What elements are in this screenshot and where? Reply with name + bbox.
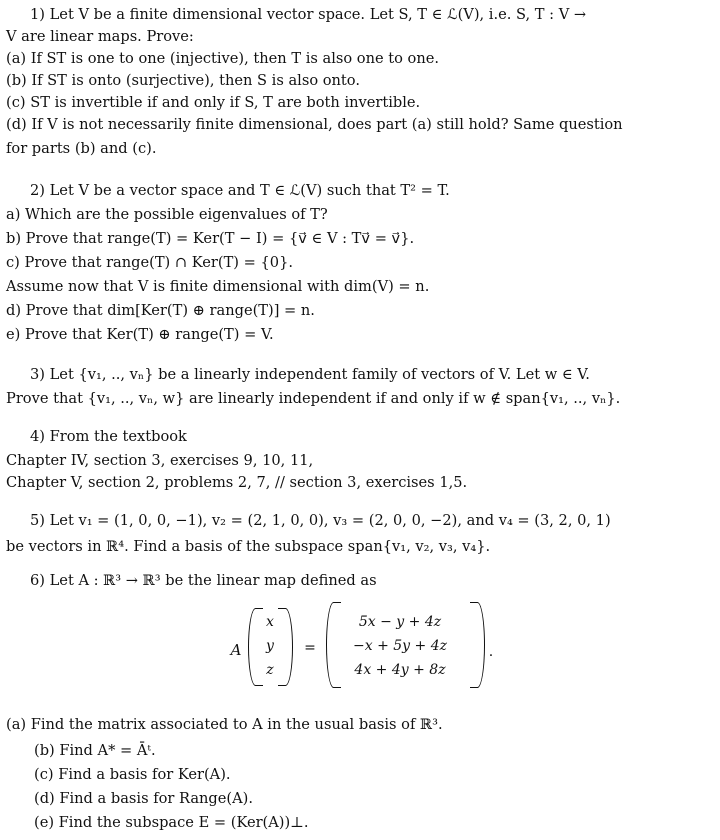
problem-2-line-1: 2) Let V be a vector space and T ∈ ℒ(V) such that T² = T. bbox=[30, 182, 450, 199]
problem-1-line-1: 1) Let V be a finite dimensional vector space. Let S, T ∈ ℒ(V), i.e. S, T : V → bbox=[30, 6, 587, 23]
problem-2-part-a: a) Which are the possible eigenvalues of T? bbox=[6, 206, 328, 223]
problem-1-part-c: (c) ST is invertible if and only if S, T are both invertible. bbox=[6, 94, 421, 111]
problem-1-part-d-line-2: for parts (b) and (c). bbox=[6, 140, 157, 157]
problem-2-part-b: b) Prove that range(T) = Ker(T − I) = {v⃗ ∈ V : Tv⃗ = v⃗}. bbox=[6, 230, 415, 247]
problem-1-part-d-line-1: (d) If V is not necessarily finite dimensional, does part (a) still hold? Same question bbox=[6, 116, 623, 133]
problem-6-part-b: (b) Find A* = Āᵗ. bbox=[34, 742, 156, 759]
problem-5-line-1: 5) Let v₁ = (1, 0, 0, −1), v₂ = (2, 1, 0, 0), v₃ = (2, 0, 0, −2), and v₄ = (3, 2, 0, 1) bbox=[30, 512, 611, 529]
left-paren-image bbox=[326, 602, 341, 688]
left-paren-vector bbox=[248, 608, 263, 686]
problem-4-line-3: Chapter V, section 2, problems 2, 7, // section 3, exercises 1,5. bbox=[6, 474, 468, 491]
problem-1-part-a: (a) If ST is one to one (injective), then T is also one to one. bbox=[6, 50, 439, 67]
problem-2-part-d: d) Prove that dim[Ker(T) ⊕ range(T)] = n. bbox=[6, 302, 315, 319]
image-entry-3: 4x + 4y + 8z bbox=[354, 662, 446, 678]
problem-3-line-1: 3) Let {v₁, .., vₙ} be a linearly independent family of vectors of V. Let w ∈ V. bbox=[30, 366, 590, 383]
problem-4-line-1: 4) From the textbook bbox=[30, 428, 187, 445]
problem-2-part-e: e) Prove that Ker(T) ⊕ range(T) = V. bbox=[6, 326, 274, 343]
vector-entry-x: x bbox=[266, 614, 274, 630]
problem-4-line-2: Chapter IV, section 3, exercises 9, 10, 11, bbox=[6, 452, 314, 469]
problem-6-part-e: (e) Find the subspace E = (Ker(A))⊥. bbox=[34, 814, 309, 831]
map-symbol: A bbox=[230, 641, 242, 659]
vector-entry-z: z bbox=[266, 662, 274, 678]
image-entry-1: 5x − y + 4z bbox=[358, 614, 442, 630]
problem-1-line-2: V are linear maps. Prove: bbox=[6, 28, 194, 45]
problem-6-part-d: (d) Find a basis for Range(A). bbox=[34, 790, 253, 807]
problem-6-part-c: (c) Find a basis for Ker(A). bbox=[34, 766, 231, 783]
problem-2-part-c: c) Prove that range(T) ∩ Ker(T) = {0}. bbox=[6, 254, 294, 271]
problem-3-line-2: Prove that {v₁, .., vₙ, w} are linearly independent if and only if w ∉ span{v₁, .., vₙ}. bbox=[6, 390, 621, 407]
problem-6-line-1: 6) Let A : ℝ³ → ℝ³ be the linear map defined as bbox=[30, 572, 377, 589]
equation-period: . bbox=[488, 644, 494, 660]
right-paren-image bbox=[470, 602, 485, 688]
image-entry-2: −x + 5y + 4z bbox=[353, 638, 447, 654]
problem-6-part-a: (a) Find the matrix associated to A in the usual basis of ℝ³. bbox=[6, 716, 443, 733]
problem-5-line-2: be vectors in ℝ⁴. Find a basis of the subspace span{v₁, v₂, v₃, v₄}. bbox=[6, 538, 491, 555]
equals-sign: = bbox=[304, 640, 316, 656]
vector-entry-y: y bbox=[266, 638, 274, 654]
right-paren-vector bbox=[278, 608, 293, 686]
problem-2-assumption: Assume now that V is finite dimensional with dim(V) = n. bbox=[6, 278, 430, 295]
problem-1-part-b: (b) If ST is onto (surjective), then S is also onto. bbox=[6, 72, 360, 89]
